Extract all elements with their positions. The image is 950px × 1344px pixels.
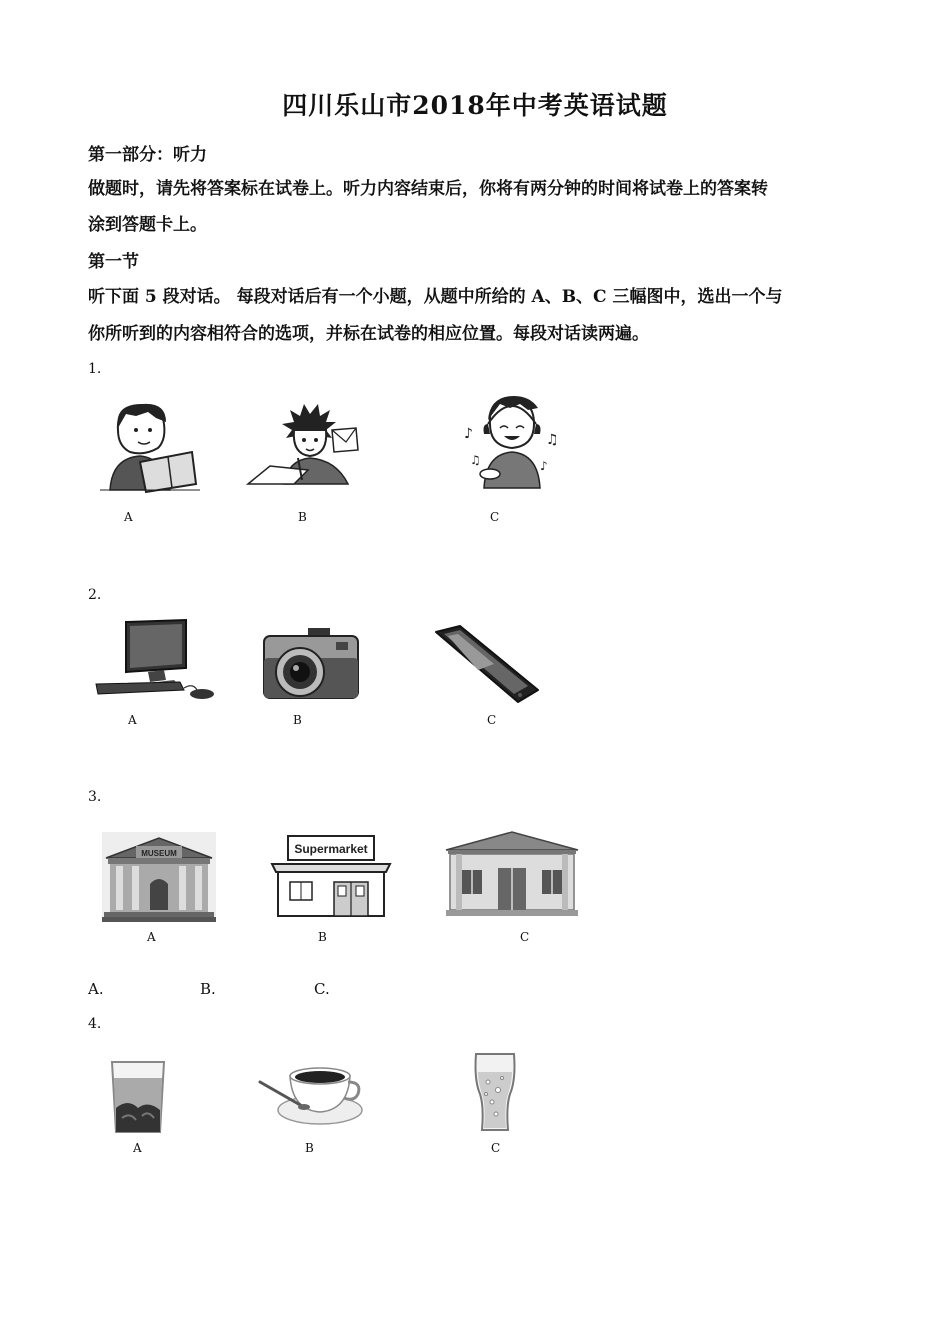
boy-reading-icon [100, 400, 200, 492]
boy-listening-music-icon [460, 394, 560, 490]
boy-writing-letter-icon [248, 400, 360, 486]
svg-text:♪: ♪ [464, 426, 473, 442]
tea-glass-icon [108, 1058, 168, 1136]
question-4-number: 4. [88, 1016, 102, 1032]
part-heading: 第一部分：听力 [88, 145, 207, 165]
svg-text:♫: ♫ [546, 432, 559, 448]
post-office-icon [444, 830, 580, 918]
option-label: C [490, 510, 500, 524]
option-label: C [491, 1141, 501, 1155]
soda-glass-icon [472, 1050, 518, 1134]
supermarket-icon [270, 836, 392, 918]
option-label: C [487, 713, 497, 727]
option-label: B [298, 510, 307, 524]
page-title: 四川乐山市2018年中考英语试题 [282, 91, 668, 120]
option-label: A [128, 713, 137, 727]
supermarket-sign: Supermarket [294, 842, 368, 856]
option-label: C [520, 930, 530, 944]
museum-icon [102, 832, 216, 922]
svg-text:♫: ♫ [470, 453, 481, 467]
camera-icon [262, 628, 360, 700]
instruction-line-1: 做题时，请先将答案标在试卷上。听力内容结束后，你将有两分钟的时间将试卷上的答案转 [88, 179, 768, 199]
coffee-cup-icon [258, 1058, 364, 1128]
question-2-number: 2. [88, 587, 102, 603]
question-3-number: 3. [88, 789, 102, 805]
option-label: B [318, 930, 327, 944]
section-line-2: 你所听到的内容相符合的选项，并标在试卷的相应位置。每段对话读两遍。 [88, 324, 649, 344]
option-label: B [293, 713, 302, 727]
option-label: A [133, 1141, 142, 1155]
option-label: A [147, 930, 156, 944]
smartphone-icon [434, 624, 540, 706]
svg-text:♪: ♪ [540, 459, 548, 473]
museum-sign: MUSEUM [141, 849, 177, 858]
option-label: B [305, 1141, 314, 1155]
section-line-1: 听下面 5 段对话。 每段对话后有一个小题，从题中所给的 A、B、C 三幅图中，选出一个与 [88, 287, 783, 307]
section-heading: 第一节 [88, 252, 139, 272]
answer-choice-b[interactable]: B. [200, 980, 216, 998]
answer-choice-c[interactable]: C. [314, 980, 330, 998]
instruction-line-2: 涂到答题卡上。 [88, 215, 207, 235]
option-label: A [124, 510, 133, 524]
answer-choice-a[interactable]: A. [88, 980, 104, 998]
computer-icon [94, 618, 216, 704]
question-1-number: 1. [88, 361, 102, 377]
